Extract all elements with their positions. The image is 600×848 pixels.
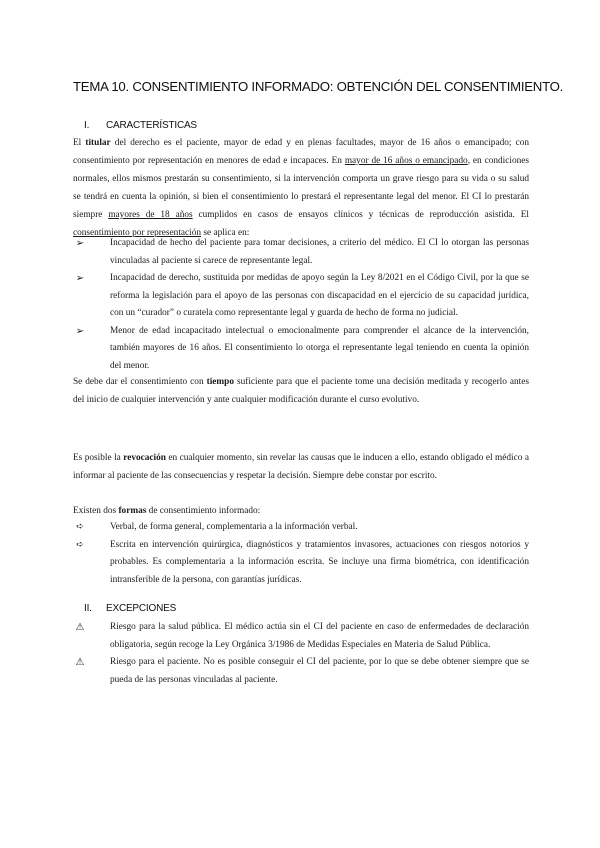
text: , en condiciones normales, ellos mismos prestarán su consentimiento, si la intervención comporta un grave riesgo para su vida o su salud se tendrá en cuenta la opinión, si bien el consentimiento lo prestará el representante legal del menor. El CI lo prestarán siempre bbox=[73, 156, 529, 220]
section-number: I. bbox=[84, 120, 90, 131]
underlined-term: consentimiento por representación bbox=[73, 228, 202, 238]
text: cumplidos en casos de ensayos clínicos y técnicas de reproducción asistida. El bbox=[192, 210, 529, 220]
bold-term: formas bbox=[118, 506, 147, 516]
list-item bbox=[73, 537, 529, 590]
list-item-text: Riesgo para el paciente. No es posible conseguir el CI del paciente, por lo que se debe obtener siempre que se pueda de las personas vinculadas al paciente. bbox=[110, 657, 529, 685]
arrow-bullet-icon: ➢ bbox=[75, 238, 85, 249]
list-item-text: Incapacidad de derecho, sustituida por medidas de apoyo según la Ley 8/2021 en el Código Civil, por la que se reforma la legislación para el apoyo de las personas con discapacidad en el ejercicio de su capacidad jurídica, con un “curador” o curatela como representante legal y guarda de hecho de forma no judicial. bbox=[110, 273, 529, 318]
section-title: CARACTERÍSTICAS bbox=[106, 120, 197, 131]
pointer-bullet-icon: ➪ bbox=[76, 522, 84, 532]
list-item bbox=[73, 654, 529, 689]
paragraph-revocacion bbox=[73, 449, 529, 485]
bold-term: revocación bbox=[123, 453, 166, 463]
arrow-bullet-icon: ➢ bbox=[75, 273, 85, 284]
representation-list bbox=[73, 235, 529, 375]
forms-list bbox=[73, 519, 529, 589]
text: suficiente para que el paciente tome una decisión meditada y recogerlo antes del inicio de cualquier intervención y ante cualquier modificación durante el curso evolutivo. bbox=[73, 377, 529, 405]
list-item-text: Riesgo para la salud pública. El médico actúa sin el CI del paciente en caso de enfermedades de declaración obligatoria, según recoge la Ley Orgánica 3/1986 de Medidas Especiales en Materia de Salud Pública. bbox=[110, 622, 529, 650]
bold-term: titular bbox=[85, 138, 111, 148]
list-item-text: Verbal, de forma general, complementaria a la información verbal. bbox=[110, 522, 358, 532]
list-item bbox=[73, 270, 529, 323]
page-title: TEMA 10. CONSENTIMIENTO INFORMADO: OBTENCIÓN DEL CONSENTIMIENTO. bbox=[73, 79, 564, 94]
warning-icon: ⚠ bbox=[75, 622, 85, 633]
section-heading-exceptions bbox=[84, 603, 176, 614]
pointer-bullet-icon: ➪ bbox=[76, 539, 84, 550]
section-number: II. bbox=[84, 603, 92, 614]
paragraph-titular bbox=[73, 134, 529, 242]
paragraph-formas bbox=[73, 502, 529, 520]
section-title: EXCEPCIONES bbox=[106, 603, 177, 614]
list-item bbox=[73, 235, 529, 270]
text: Se debe dar el consentimiento con bbox=[73, 377, 207, 387]
arrow-bullet-icon: ➢ bbox=[75, 325, 85, 337]
text: Es posible la bbox=[73, 453, 124, 463]
text: de consentimiento informado: bbox=[146, 506, 261, 516]
list-item bbox=[73, 323, 529, 376]
list-item bbox=[73, 519, 529, 537]
list-item-text: Incapacidad de hecho del paciente para tomar decisiones, a criterio del médico. El CI lo otorgan las personas vinculadas al paciente si carece de representante legal. bbox=[110, 238, 529, 266]
bold-term: tiempo bbox=[206, 377, 234, 387]
list-item-text: Escrita en intervención quirúrgica, diagnósticos y tratamientos invasores, actuaciones con riesgos notorios y probables. Es complementaria a la información escrita. Se incluye una firma biométrica, con identificación intransferible de la persona, con garantías jurídicas. bbox=[110, 539, 529, 585]
underlined-term: mayores de 18 años bbox=[108, 210, 193, 220]
exceptions-list bbox=[73, 619, 529, 689]
text: se aplica en: bbox=[201, 228, 250, 238]
text: del derecho es el paciente, mayor de edad y en plenas facultades, mayor de 16 años o emancipado; con consentimiento por representación en menores de edad e incapaces. En bbox=[73, 138, 529, 166]
paragraph-tiempo bbox=[73, 373, 529, 409]
text: El bbox=[73, 138, 86, 148]
underlined-term: mayor de 16 años o emancipado bbox=[344, 156, 468, 166]
text: en cualquier momento, sin revelar las causas que le inducen a ello, estando obligado el médico a informar al paciente de las consecuencias y respetar la decisión. Siempre debe constar por escrito. bbox=[73, 453, 529, 481]
list-item bbox=[73, 619, 529, 654]
list-item-text: Menor de edad incapacitado intelectual o emocionalmente para comprender el alcance de la intervención, también mayores de 16 años. El consentimiento lo otorga el representante legal teniendo en cuenta la opinión del menor. bbox=[110, 325, 529, 371]
section-heading-characteristics bbox=[84, 120, 197, 131]
text: Existen dos bbox=[73, 506, 119, 516]
warning-icon: ⚠ bbox=[75, 657, 85, 668]
